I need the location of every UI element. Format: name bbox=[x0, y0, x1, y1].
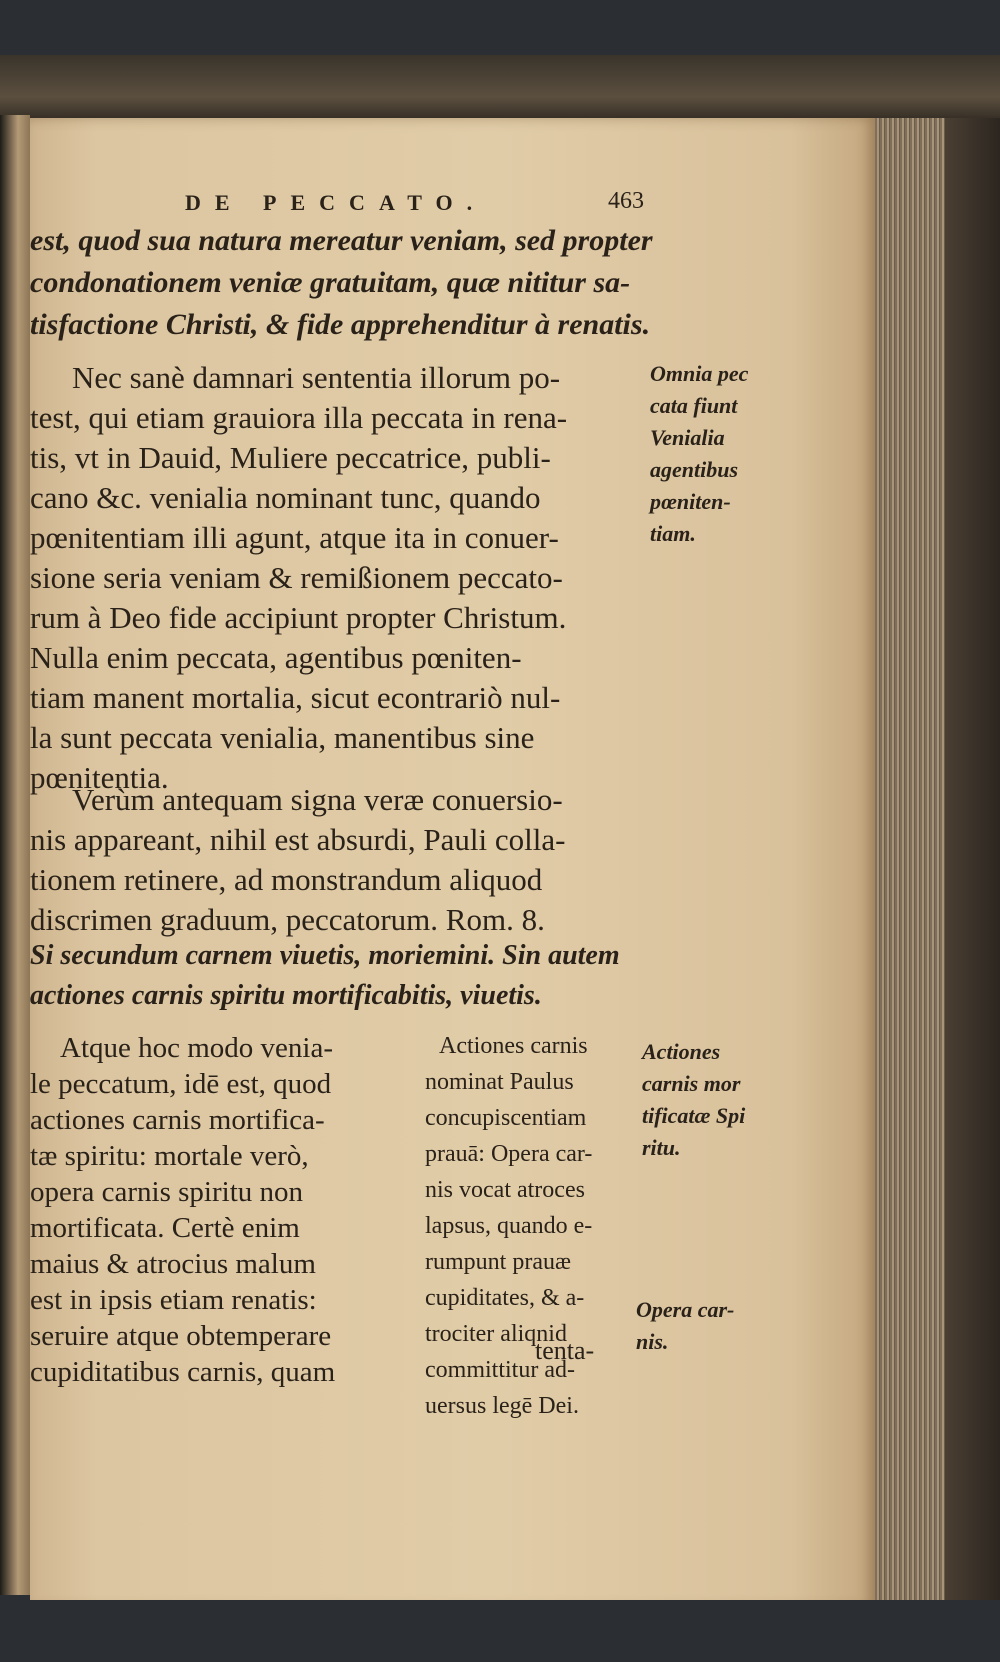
margin-line: tificatæ Spi bbox=[642, 1103, 746, 1128]
facing-page-edge bbox=[0, 115, 30, 1595]
text-line: cupiditatibus carnis, quam bbox=[30, 1356, 336, 1388]
page-block-edge bbox=[875, 118, 1000, 1608]
paragraph-1 bbox=[30, 358, 650, 798]
margin-line: Opera car- bbox=[636, 1297, 735, 1322]
paragraph-2 bbox=[30, 780, 650, 940]
text-line: tionem retinere, ad monstrandum aliquod bbox=[30, 862, 543, 897]
margin-line: Actiones bbox=[642, 1039, 721, 1064]
text-line: rumpunt prauæ bbox=[425, 1249, 571, 1275]
text-line: cupiditates, & a- bbox=[425, 1285, 585, 1311]
margin-line: Venialia bbox=[650, 425, 725, 450]
text-line: trociter aliqnid bbox=[425, 1321, 567, 1347]
text-line: nominat Paulus bbox=[425, 1069, 574, 1095]
margin-line: carnis mor bbox=[642, 1071, 741, 1096]
margin-line: Omnia pec bbox=[650, 361, 749, 386]
margin-note-2 bbox=[642, 1036, 745, 1164]
text-line: nis appareant, nihil est absurdi, Pauli colla- bbox=[30, 822, 566, 857]
margin-line: pœniten- bbox=[650, 489, 731, 514]
text-line: pœnitentiam illi agunt, atque ita in conuer- bbox=[30, 520, 559, 555]
text-line: Atque hoc modo venia- bbox=[60, 1032, 334, 1064]
margin-line: tiam. bbox=[650, 521, 696, 546]
text-line: Nulla enim peccata, agentibus pœniten- bbox=[30, 640, 522, 675]
text-line: opera carnis spiritu non bbox=[30, 1176, 304, 1208]
text-line: discrimen graduum, peccatorum. Rom. 8. bbox=[30, 902, 545, 937]
text-line: committitur ad- bbox=[425, 1357, 575, 1383]
text-line: Actiones carnis bbox=[439, 1033, 588, 1059]
text-line: prauā: Opera car- bbox=[425, 1141, 593, 1167]
text-line: lapsus, quando e- bbox=[425, 1213, 593, 1239]
text-line: tis, vt in Dauid, Muliere peccatrice, publi- bbox=[30, 440, 551, 475]
text-line: rum à Deo fide accipiunt propter Christum. bbox=[30, 600, 567, 635]
running-head: DE PECCATO. bbox=[185, 190, 487, 215]
book-top-edge bbox=[0, 55, 1000, 125]
text-line: uersus legē Dei. bbox=[425, 1393, 579, 1419]
text-line: cano &c. venialia nominant tunc, quando bbox=[30, 480, 541, 515]
catchword: tenta- bbox=[535, 1336, 595, 1365]
text-line: actiones carnis mortifica- bbox=[30, 1104, 325, 1136]
margin-line: ritu. bbox=[642, 1135, 681, 1160]
intro-italic bbox=[30, 220, 690, 346]
quote-line: actiones carnis spiritu mortificabitis, viuetis. bbox=[30, 980, 542, 1011]
quote-line: Si secundum carnem viuetis, moriemini. Sin autem bbox=[30, 940, 620, 971]
text-line: la sunt peccata venialia, manentibus sine bbox=[30, 720, 535, 755]
scripture-quote bbox=[30, 936, 690, 1016]
background-bottom bbox=[0, 1600, 1000, 1662]
margin-note-1 bbox=[650, 358, 748, 550]
book-page bbox=[30, 118, 875, 1608]
left-column bbox=[30, 1030, 400, 1390]
text-line: nis vocat atroces bbox=[425, 1177, 585, 1203]
text-line: test, qui etiam grauiora illa peccata in rena- bbox=[30, 400, 568, 435]
text-line: maius & atrocius malum bbox=[30, 1248, 316, 1280]
text-line: le peccatum, idē est, quod bbox=[30, 1068, 332, 1100]
text-line: Nec sanè damnari sententia illorum po- bbox=[72, 360, 561, 395]
intro-line: tisfactione Christi, & fide apprehenditur à renatis. bbox=[30, 308, 651, 341]
text-line: seruire atque obtemperare bbox=[30, 1320, 332, 1352]
text-line: tiam manent mortalia, sicut econtrariò nul- bbox=[30, 680, 561, 715]
inner-note-column bbox=[425, 1028, 635, 1424]
margin-note-3 bbox=[636, 1294, 734, 1358]
margin-line: agentibus bbox=[650, 457, 739, 482]
text-line: sione seria veniam & remißionem peccato- bbox=[30, 560, 563, 595]
text-line: concupiscentiam bbox=[425, 1105, 587, 1131]
margin-line: nis. bbox=[636, 1329, 669, 1354]
intro-line: condonationem veniæ gratuitam, quæ nititur sa- bbox=[30, 266, 631, 299]
intro-line: est, quod sua natura mereatur veniam, sed propter bbox=[30, 224, 653, 257]
page-number: 463 bbox=[608, 188, 644, 214]
text-line: tæ spiritu: mortale verò, bbox=[30, 1140, 309, 1172]
margin-line: cata fiunt bbox=[650, 393, 738, 418]
text-line: pœnitentia. bbox=[30, 760, 169, 795]
text-line: est in ipsis etiam renatis: bbox=[30, 1284, 317, 1316]
text-line: mortificata. Certè enim bbox=[30, 1212, 300, 1244]
text-line: Verùm antequam signa veræ conuersio- bbox=[72, 782, 563, 817]
